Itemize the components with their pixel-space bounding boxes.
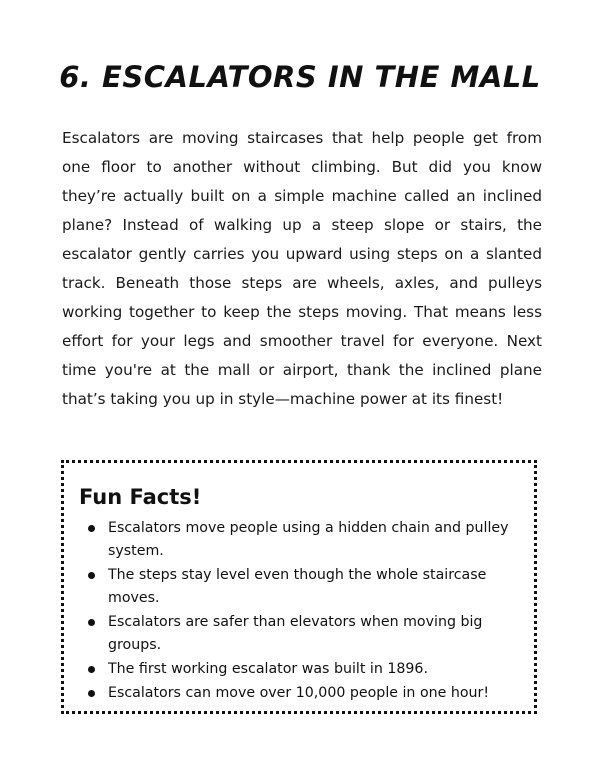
bullet-icon (88, 572, 95, 579)
list-item (82, 658, 522, 681)
fun-facts-title: Fun Facts! (79, 485, 202, 509)
list-item (82, 517, 522, 563)
list-item (82, 611, 522, 657)
list-item (82, 564, 522, 610)
bullet-icon (88, 666, 95, 673)
body-paragraph: Escalators are moving staircases that help people get from one floor to another without climbing. But did you know they’re actually built on a simple machine called an inclined plane? Instead of walking up a steep slope or stairs, the escalator gently carries you upward using steps on a slanted track. Beneath those steps are wheels, axles, and pulleys working together to keep the steps moving. That means less effort for your legs and smoother travel for everyone. Next time you're at the mall or airport, thank the inclined plane that’s taking you up in style—machine power at its finest! (62, 129, 542, 408)
fun-facts-box (61, 460, 537, 714)
fun-fact-text: Escalators are safer than elevators when moving big groups. (108, 614, 483, 653)
fun-fact-text: Escalators can move over 10,000 people in one hour! (108, 685, 490, 701)
fun-fact-text: The steps stay level even though the whole staircase moves. (108, 567, 487, 606)
list-item (82, 682, 522, 705)
bullet-icon (88, 619, 95, 626)
fun-fact-text: The first working escalator was built in 1896. (108, 661, 428, 677)
bullet-icon (88, 525, 95, 532)
page-title: 6. ESCALATORS IN THE MALL (59, 60, 541, 94)
fun-fact-text: Escalators move people using a hidden chain and pulley system. (108, 520, 509, 559)
fun-facts-list (82, 517, 522, 706)
bullet-icon (88, 690, 95, 697)
